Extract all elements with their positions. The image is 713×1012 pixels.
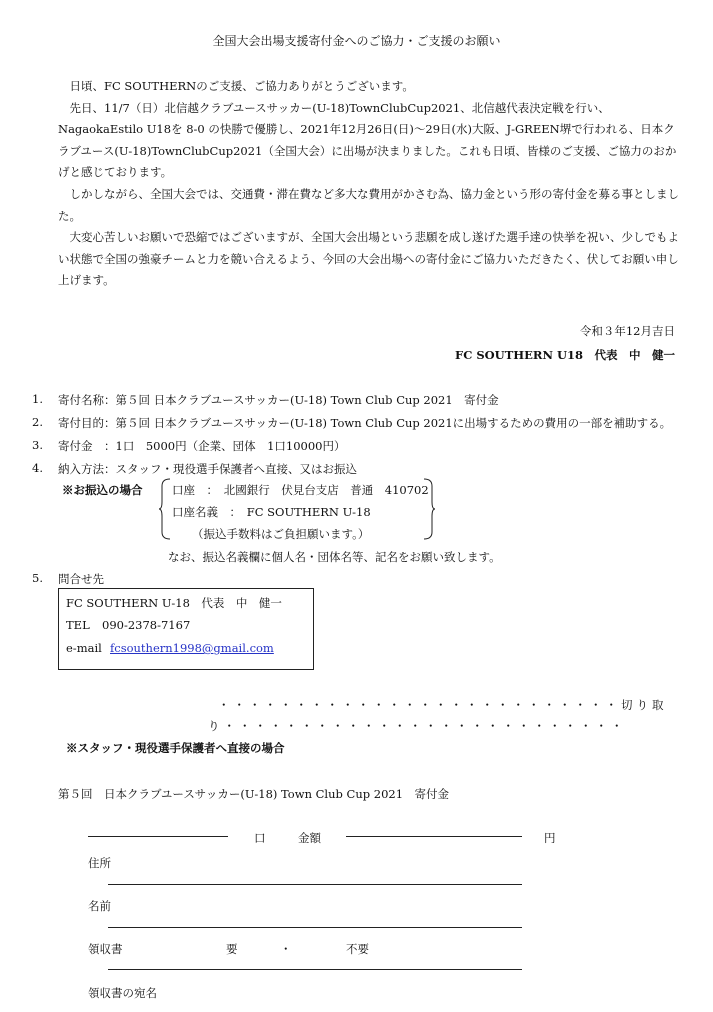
receipt-option-separator: ・ bbox=[280, 942, 292, 956]
letter-signature: FC SOUTHERN U18 代表 中 健一 bbox=[455, 348, 675, 362]
yen-label: 円 bbox=[544, 831, 556, 845]
bank-name-note: なお、振込名義欄に個人名・団体名等、記名をお願い致します。 bbox=[168, 550, 501, 564]
units-input-line[interactable] bbox=[88, 836, 228, 837]
list-number: 4. bbox=[32, 461, 43, 475]
page-title: 全国大会出場支援寄付金へのご協力・ご支援のお願い bbox=[212, 34, 501, 48]
contact-name: FC SOUTHERN U-18 代表 中 健一 bbox=[66, 596, 282, 610]
list-number: 5. bbox=[32, 571, 43, 585]
name-input-line[interactable] bbox=[108, 927, 522, 928]
address-label: 住所 bbox=[88, 856, 111, 870]
receipt-needed-option[interactable]: 要 bbox=[226, 942, 238, 956]
list-item-payment-method: 納入方法：スタッフ・現役選手保護者へ直接、又はお振込 bbox=[58, 462, 357, 476]
list-item-donation-amount: 寄付金 ：1口 5000円（企業、団体 1口10000円） bbox=[58, 439, 346, 453]
amount-input-line[interactable] bbox=[346, 836, 522, 837]
receipt-addressee-label: 領収書の宛名 bbox=[88, 986, 157, 1000]
list-item-donation-purpose: 寄付目的：第５回 日本クラブユースサッカー(U-18) Town Club Cup 2021に出場するための費用の一部を補助する。 bbox=[58, 416, 672, 430]
contact-tel-label: TEL bbox=[66, 618, 90, 632]
list-number: 2. bbox=[32, 415, 43, 429]
paragraph-greeting: 日頃、FC SOUTHERNのご支援、ご協力ありがとうございます。 bbox=[69, 79, 414, 93]
right-bracket-icon bbox=[422, 478, 436, 540]
cut-line-bottom: り・・・・・・・・・・・・・・・・・・・・・・・・・・ bbox=[208, 719, 627, 733]
contact-email-label: e-mail bbox=[66, 641, 102, 655]
letter-date: 令和３年12月吉日 bbox=[579, 324, 675, 338]
list-item-donation-name: 寄付名称：第５回 日本クラブユースサッカー(U-18) Town Club Cup 2021 寄付金 bbox=[58, 393, 499, 407]
paragraph-costs: しかしながら、全国大会では、交通費・滞在費など多大な費用がかさむ為、協力金という形の寄付金を募る事としました。 bbox=[58, 186, 679, 223]
contact-email-link[interactable]: fcsouthern1998@gmail.com bbox=[110, 641, 274, 655]
receipt-input-line[interactable] bbox=[108, 969, 522, 970]
contact-tel: 090-2378-7167 bbox=[102, 618, 191, 632]
paragraph-request: 大変心苦しいお願いで恐縮ではございますが、全国大会出場という悲願を成し遂げた選手達の快挙を祝い、少しでもよい状態で全国の強豪チームと力を競い合えるよう、今回の大会出場への寄付金にご協力いただきたく、伏してお願い申し上げます。 bbox=[58, 230, 679, 288]
address-input-line[interactable] bbox=[108, 884, 522, 885]
cut-line-top: ・・・・・・・・・・・・・・・・・・・・・・・・・・切り取 bbox=[218, 698, 668, 712]
bank-transfer-heading: ※お振込の場合 bbox=[62, 483, 143, 497]
units-label: 口 bbox=[254, 831, 266, 845]
paragraph-announcement: 先日、11/7（日）北信越クラブユースサッカー(U-18)TownClubCup2021、北信越代表決定戦を行い、NagaokaEstilo U18を 8-0 の快勝で優勝し、2021年12月26日(日)～29日(水)大阪、J-GREEN堺で行われる、日本クラブユース(U-18)TownClubCup2021（全国大会）に出場が決まりました。これも日頃、皆様のご支援、ご協力のおかげと感じております。 bbox=[58, 100, 677, 180]
list-number: 3. bbox=[32, 438, 43, 452]
bank-fee-note: （振込手数料はご負担願います。） bbox=[192, 527, 370, 541]
name-label: 名前 bbox=[88, 899, 111, 913]
left-bracket-icon bbox=[158, 478, 172, 540]
receipt-not-needed-option[interactable]: 不要 bbox=[346, 942, 369, 956]
list-item-contact: 問合せ先 bbox=[58, 572, 104, 586]
bank-account: 口座 ： 北國銀行 伏見台支店 普通 410702 bbox=[172, 483, 429, 497]
list-number: 1. bbox=[32, 392, 43, 406]
bank-account-holder: 口座名義 ： FC SOUTHERN U-18 bbox=[172, 505, 371, 519]
form-donation-name: 第５回 日本クラブユースサッカー(U-18) Town Club Cup 2021 寄付金 bbox=[58, 787, 450, 801]
letter-body bbox=[58, 76, 683, 292]
amount-label: 金額 bbox=[298, 831, 321, 845]
direct-payment-heading: ※スタッフ・現役選手保護者へ直接の場合 bbox=[66, 741, 285, 755]
receipt-label: 領収書 bbox=[88, 942, 123, 956]
